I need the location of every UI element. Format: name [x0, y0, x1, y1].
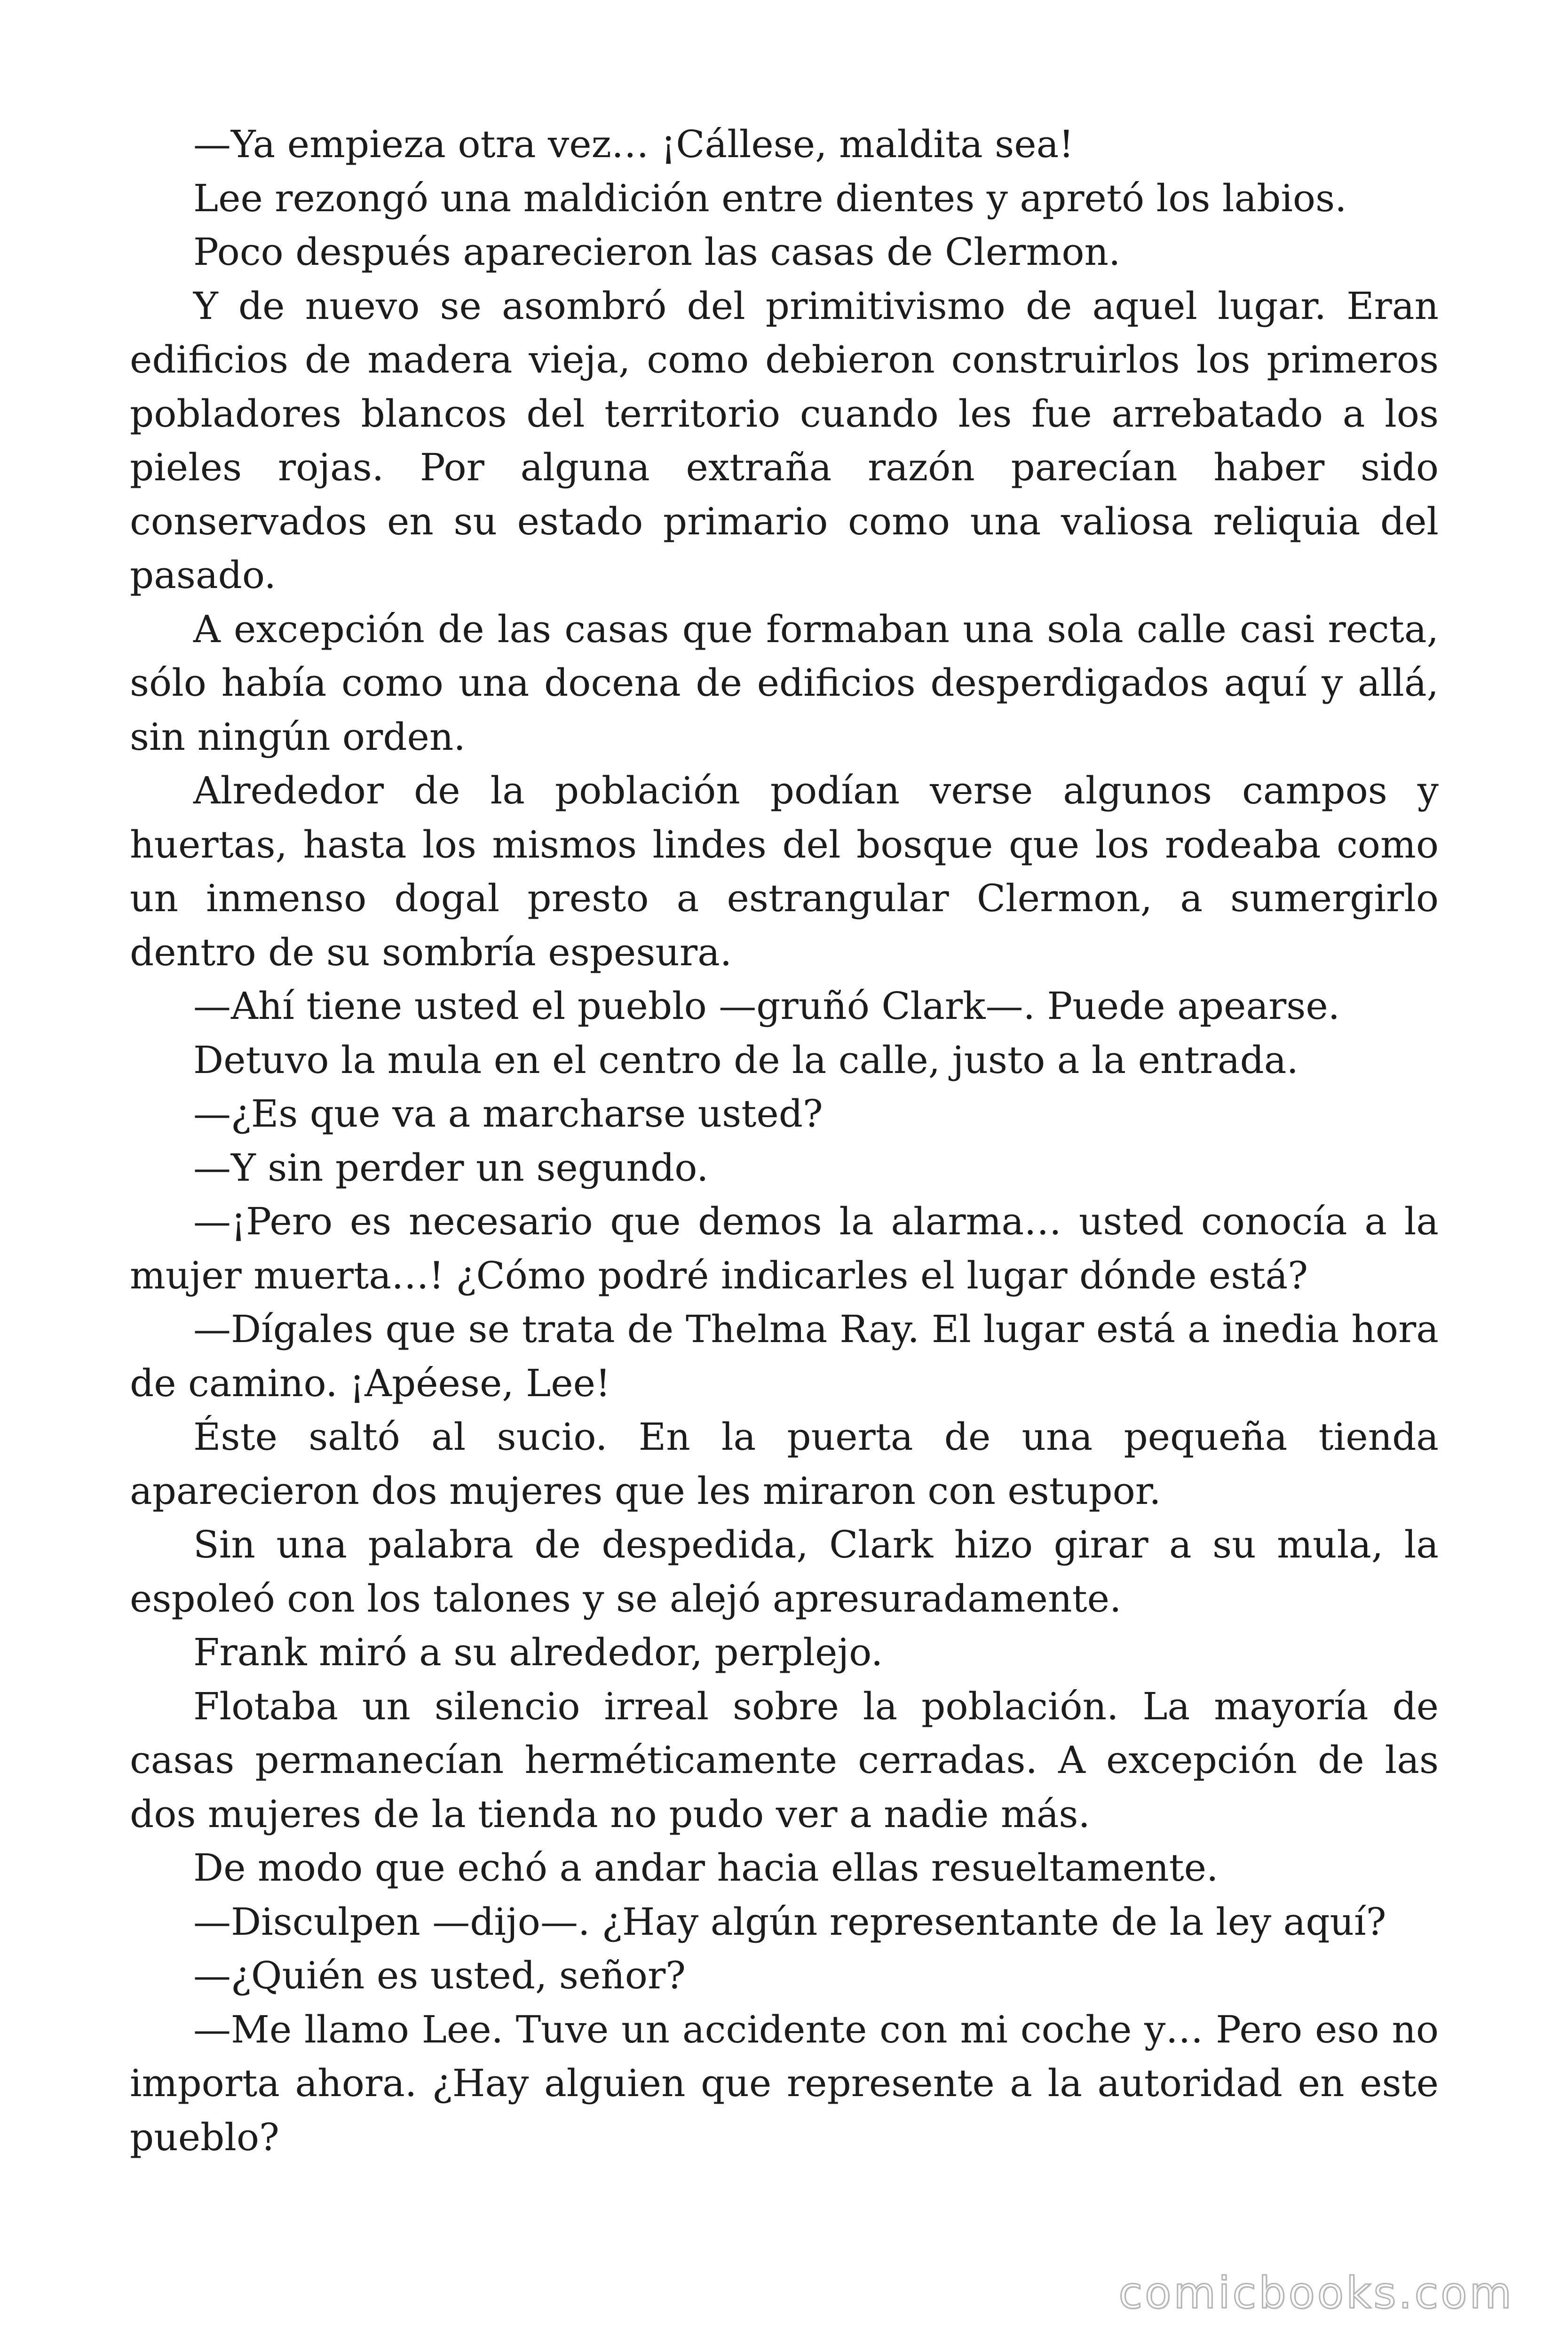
- paragraph: Detuvo la mula en el centro de la calle, justo a la entrada.: [193, 1038, 1299, 1082]
- paragraph: —¡Pero es necesario que demos la alarma… usted conocía a la mujer muerta…! ¿Cómo podré indicarles el lugar dónde está?: [130, 1200, 1439, 1297]
- paragraph: Frank miró a su alrededor, perplejo.: [193, 1630, 883, 1674]
- paragraph: Lee rezongó una maldición entre dientes y apretó los labios.: [193, 176, 1347, 220]
- paragraph: Poco después aparecieron las casas de Clermon.: [193, 230, 1121, 274]
- paragraph: —Disculpen —dijo—. ¿Hay algún representante de la ley aquí?: [193, 1899, 1386, 1944]
- paragraph: Éste saltó al sucio. En la puerta de una pequeña tienda aparecieron dos mujeres que les miraron con estupor.: [130, 1415, 1439, 1513]
- paragraph: Flotaba un silencio irreal sobre la población. La mayoría de casas permanecían herméticamente cerradas. A excepción de las dos mujeres de la tienda no pudo ver a nadie más.: [130, 1684, 1439, 1836]
- paragraph: A excepción de las casas que formaban una sola calle casi recta, sólo había como una docena de edificios desperdigados aquí y allá, sin ningún orden.: [130, 607, 1439, 759]
- paragraph: De modo que echó a andar hacia ellas resueltamente.: [193, 1846, 1219, 1890]
- paragraph: —Ya empieza otra vez… ¡Cállese, maldita sea!: [193, 122, 1074, 166]
- paragraph: Alrededor de la población podían verse algunos campos y huertas, hasta los mismos lindes del bosque que los rodeaba como un inmenso dogal presto a estrangular Clermon, a sumergirlo dentro de su sombría espesura.: [130, 769, 1439, 974]
- paragraph: —¿Quién es usted, señor?: [193, 1954, 686, 1997]
- paragraph: Sin una palabra de despedida, Clark hizo girar a su mula, la espoleó con los talones y se alejó apresuradamente.: [130, 1523, 1439, 1621]
- paragraph: —Dígales que se trata de Thelma Ray. El lugar está a inedia hora de camino. ¡Apéese, Lee!: [130, 1307, 1439, 1405]
- paragraph: Y de nuevo se asombró del primitivismo de aquel lugar. Eran edificios de madera vieja, como debieron construirlos los primeros pobladores blancos del territorio cuando les fue arrebatado a los pieles rojas. Por alguna extraña razón parecían haber sido conservados en su estado primario como una valiosa reliquia del pasado.: [130, 284, 1439, 597]
- paragraph: —Ahí tiene usted el pueblo —gruñó Clark—. Puede apearse.: [193, 984, 1340, 1028]
- page-body: [130, 118, 1439, 2164]
- paragraph: —Me llamo Lee. Tuve un accidente con mi coche y… Pero eso no importa ahora. ¿Hay alguien que represente a la autoridad en este pueblo?: [130, 2007, 1439, 2159]
- paragraph: —Y sin perder un segundo.: [193, 1145, 709, 1190]
- paragraph: —¿Es que va a marcharse usted?: [193, 1092, 823, 1136]
- watermark: comicbooks.com: [1118, 2268, 1514, 2318]
